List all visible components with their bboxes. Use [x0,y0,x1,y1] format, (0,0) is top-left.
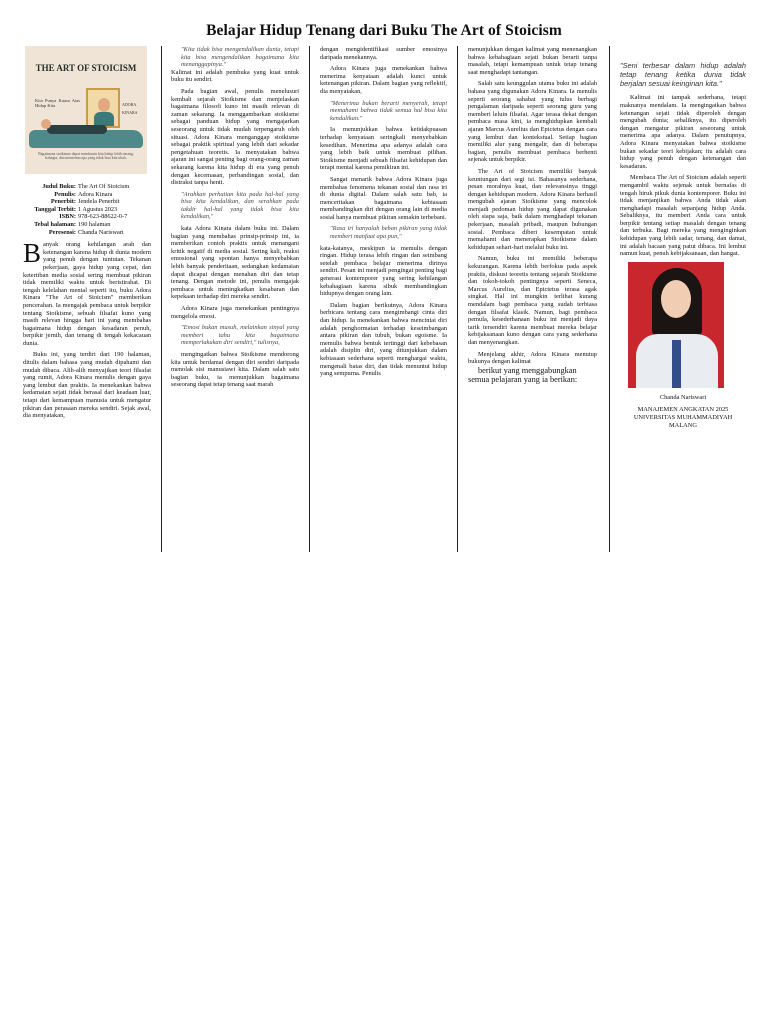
paragraph: Salah satu keunggulan utama buku ini adalah bahasa yang digunakan Adora Kinara. Ia menulis seperti seorang sahabat yang tulus berbagi pengalaman daripada seperti seorang guru yang memberi leluin filsafat. Agar terasa dekat dengan pembaca masa kini, ia menghidupkan kembali ajaran Marcus Aurelius dan Epictetus dengan cara yang lembut dan kontekstual. Setiap bagian memiliki alur yang mengalir, dan di beberapa bagian, penulis membuat pembaca berhenti sejenak untuk berpikir. [468,80,597,164]
drop-cap: B [23,238,42,269]
paragraph: Kalimat ini tampak sederhana, tetapi maknanya mendalam. Ia mengingatkan bahwa ketenangan sejati tidak diperoleh dengan mengubah dunia; sebaliknya, itu diperoleh dengan mengatur pikiran seseorang untuk menerima apa adanya. Dalam penutupnya, Adora Kinara menyatakan bahwa stoikisme bukan sekadar teori kebijakan; itu adalah cara hidup yang penuh dengan ketenangan dan kesadaran. [620,94,746,170]
column-1 [23,46,151,586]
meta-row: Tebal halaman: 190 halaman [34,220,111,228]
paragraph: dengan mengidentifikasi sumber emosinya daripada menekannya. [320,46,447,61]
paragraph: Menjelang akhir, Adora Kinara menutup bukunya dengan kalimat [468,350,597,366]
paragraph: Sangat menarik bahwa Adora Kinara juga membahas fenomena tekanan sosial dan rasa iri di dunia digital. Dalam salah satu bab, ia menceritakan bagaimana kebiasaan membandingkan diri dengan orang lain di media sosial hanya membuat pikiran semakin terbebani. [320,175,447,221]
pull-quote: "Seni terbesar dalam hidup adalah tetap tenang ketika dunia tidak berjalan sesuai keinginan kita." [620,62,746,88]
column-5 [620,62,746,602]
paragraph: Kalimat ini adalah pembuka yang kuat untuk buku itu sendiri. [171,68,299,84]
quote: "Kita tidak bisa mengendalikan dunia, tetapi kita bisa mengendalikan bagaimana kita menanggapinya." [181,46,299,69]
reviewer-caption [620,394,746,429]
quote: "Emosi bukan musuh, melainkan sinyal yang memberi tahu kita bagaimana memperlakukan diri sendiri," tulisnya, [181,324,299,347]
book-cover-image [25,46,147,174]
meta-row: ISBN: 978-623-88622-0-7 [59,213,128,221]
cover-author: ADORA KINARA [122,102,138,115]
paragraph: Ia menunjukkan bahwa ketidakpuasan terhadap kenyataan seringkali menyebabkan kesedihan. Menerima apa adanya adalah cara yang lebih baik untuk membuat pilihan. Stoikisme menjadi sebuah filsafat kehidupan dan terapi mental karena pemikiran ini. [320,126,447,172]
book-metadata [23,183,151,236]
column-3 [320,46,447,586]
column-4 [468,46,597,586]
quote: "Arahkan perhatian kita pada hal-hal yang bisa kita kendalikan, dan serahkan pada takdir hal-hal yang tidak bisa kita kendalikan," [181,190,299,221]
meta-row: Penerbit: Jendela Penerbit [50,198,120,206]
cover-person-illustration [47,125,107,134]
paragraph: Pada bagian awal, penulis menelusuri kembali sejarah Stoikisme dan menjelaskan bagaimana filosofi kuno ini masih relevan di zaman sekarang. Ia menggambarkan stoikisme sebagai panduan hidup yang mengajarkan seseorang untuk tidak mudah terpengaruh oleh situasi. Adora Kinara menganggap stoikisme sebagai praktik spiritual yang lebih dari sekadar pengetahuan teoretis. Ia menyatakan bahwa ajaran ini sangat penting bagi orang-orang zaman sekarang karena kita hidup di era yang penuh dengan kecemasan, perbandingan sosial, dan distraksi tanpa henti. [171,87,299,187]
paragraph: mengingatkan bahwa Stoikisme mendorong kita untuk berdamai dengan diri sendiri daripada menolak sisi manusiawi kita. Dalam salah satu bagian buku, ia menunjukkan bagaimana seseorang dapat tetap tenang saat marah [171,350,299,389]
column-2 [171,46,299,586]
paragraph: Membaca The Art of Stoicism adalah seperti mengambil waktu sejenak untuk bernafas di tengah hiruk pikuk dunia kontemporer. Buku ini tidak menjanjikan bahwa Anda tidak akan menghadapi masalah sepanjang hidup Anda. Sebaliknya, itu memberi Anda cara untuk berpikir tentang setiap masalah dengan tenang dan terbuka. Bagi mereka yang menginginkan kehidupan yang lebih sadar, tenang, dan damai, ini adalah bacaan yang patut dibaca. Ini lembut namun kuat, penuh kebijaksanaan, dan hangat. [620,174,746,258]
column-divider [609,46,610,552]
paragraph: Dalam bagian berikutnya, Adora Kinara berbicara tentang cara mengimbangi cinta diri dan hidup. Ia menekankan bahwa mencintai diri adalah penghormatan terhadap keseimbangan antara pikiran dan tubuh, bukan egoisme. Ia memulis bahwa bentuk tertinggi dari kebebasan adalah disiplin diri, yang ditunjukkan dalam kebiasaan sederhana seperti menghargai waktu, mengenali batas diri, dan tidak menuntut hidup yang sempurna. Penulis [320,301,447,378]
paragraph: The Art of Stoicism memiliki banyak keuntungan dari segi isi. Bahasanya sederhana, pesan moralnya kuat, dan relevansinya tinggi dengan kehidupan modern. Adora Kinara berhasil mengubah ajaran Stoikisme yang mencolok menjadi pedoman hidup yang dapat digunakan oleh siapa saja, baik dalam menghadapi tekanan pekerjaan, masalah pribadi, maupun hubungan sosial. Pembaca diberi kesempatan untuk memahami dan menerapkan Stoikisme dalam kehidupan sehari-hari melalui buku ini. [468,167,597,251]
paragraph: Adora Kinara juga menekankan bahwa menerima kenyataan adalah kunci untuk ketenangan pikiran. Dalam bagian yang reflektif, dia menyatakan, [320,65,447,95]
paragraph: Adora Kinara juga menekankan pentingnya mengelola emosi. [171,305,299,320]
paragraph: Namun, buku ini memiliki beberapa kekurangan. Karena lebih berfokus pada aspek praktis, diskusi teoretis tentang sejarah Stoikisme dan tokoh-tokoh pentingnya seperti Seneca, Marcus Aurelius, dan Epictetus terasa agak singkat. Hal ini mungkin terlihat kurang mendalam bagi pembaca yang sudah terbiasa dengan filsafat klasik. Namun, bagi pembaca pemula, kesederhanaan buku ini menjadi daya tarik tersendiri karena membuat mereka belajar kebijaksanaan kuno dengan cara yang sederhana dan menyenangkan. [468,255,597,346]
article-title: Belajar Hidup Tenang dari Buku The Art of Stoicism [206,22,562,39]
reviewer-university: UNIVERSITAS MUHAMMADIYAH [633,414,733,422]
cover-title: THE ART OF STOICISM [35,63,137,73]
quote: "Menerima bukan berarti menyerah, tetapi memahami bahwa tidak semua hal bisa kita kendalikan." [330,99,447,122]
column-divider [309,46,310,552]
meta-row: Penulis: Adora Kinara [54,190,113,198]
paragraph: kata Adora Kinara dalam buku ini. Dalam bagian yang membahas prinsip-prinsip ini, ia memberikan contoh praktis untuk menangani kritik negatif di media sosial. Sering kali, reaksi emosional yang spontan hanya menyebabkan lebih banyak penderitaan, sedangkan kedamaian dapat dicapai dengan menahan diri dan tetap tenang. Dengan metode ini, penulis mengajak pembaca untuk meningkatkan kesabaran dan kepekaan terhadap diri mereka sendiri. [171,225,299,301]
paragraph: kata-katanya, meskipun ia memulis dengan ringan. Hidup terasa lebih ringan dan seimbang setelah pembaca belajar menerima dirinya sendiri. Pesan ini menjadi pengingat penting bagi generasi kontemporer yang sering kehilangan kebahagiaan karena sibuk membandingkan hidupnya dengan orang lain. [320,244,447,298]
cover-footer-text: Bagaimana stoikisme dapat membantu kita hidup lebih tenang, bahagia, dan menerima apa yang tidak bisa kita ubah. [38,152,134,161]
column-divider [161,46,162,552]
reviewer-photo [628,262,724,388]
reviewer-program: MANAJEMEN ANGKATAN 2025 [637,406,729,414]
paragraph: menunjukkan dengan kalimat yang menenangkan bahwa kebahagiaan sejati bukan berarti tanpa masalah, tetapi kemampuan untuk tetap tenang saat menghadapi tantangan. [468,46,597,76]
quote: "Rasa iri hanyalah beban pikiran yang tidak memberi manfaat apa pun," [330,225,447,241]
column-divider [457,46,458,552]
paragraph: Buku ini, yang terdiri dari 190 halaman, ditulis dalam bahasa yang mudah dipahami dan mudah dibaca. Alih-alih menyajikan teori filsafat yang rumit, Adora Kinara menulis dengan gaya yang lembut dan praktis. Ia menekankan bahwa kedamaian sejati tidak berasal dari keadaan luar, tetapi dari kemampuan manusia untuk mengatur pikiran dan perasaan mereka sendiri. Sejak awal, dia menyatakan, [23,351,151,420]
reviewer-city: MALANG [668,421,698,429]
cover-subtitle: Kita Punya Kuasa Atas Hidup Kita [35,98,80,108]
paragraph: berikut yang menggabungkan semua pelajaran yang ia berikan: [468,365,578,385]
reviewer-name: Chanda Nariswari [659,393,707,401]
meta-row: Judul Buku: The Art Of Stoicism [42,183,130,190]
meta-row: Tanggal Terbit: 1 Agustus 2023 [34,205,118,213]
paragraph: Banyak orang kehilangan arah dan ketenangan karena hidup di dunia modern yang penuh dengan tuntutan. Tekanan pekerjaan, gaya hidup yang cepat, dan ketertiban media sosial sering membuat pikiran tidak memiliki waktu untuk beristirahat. Di tengah kelelahan mental seperti itu, buku Adora Kinara "The Art of Stoicism" memberikan pencerahan. Ia mengajak pembaca untuk berpikir tentang Stoikisme, sebuah filsafat kuno yang masih relevan hingga hari ini yang membahas bagaimana hidup dengan kesadaran penuh, berpikir jernih, dan tenang di tengah kekacauan dunia. [23,238,151,347]
cover-portrait-frame [86,88,120,128]
meta-row: Peresensi: Chanda Nariswari [48,228,124,236]
